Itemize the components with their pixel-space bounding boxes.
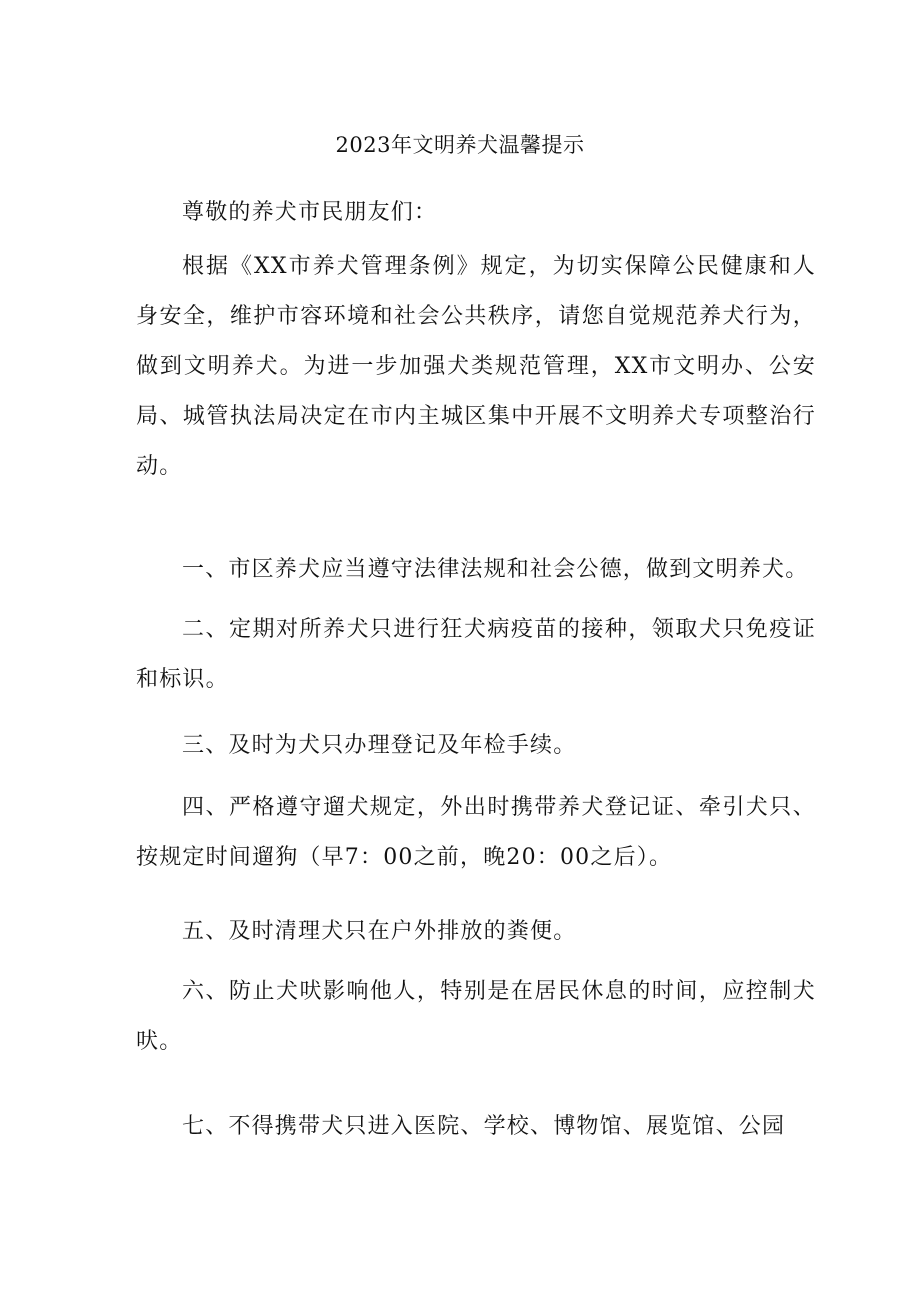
document-title: 2023年文明养犬温馨提示	[335, 133, 585, 157]
list-item: 五、及时清理犬只在户外排放的粪便。	[182, 919, 577, 944]
list-item: 一、市区养犬应当遵守法律法规和社会公德，做到文明养犬。	[182, 557, 809, 582]
list-item: 七、不得携带犬只进入医院、学校、博物馆、展览馆、公园	[182, 1114, 786, 1139]
list-item: 二、定期对所养犬只进行狂犬病疫苗的接种，领取犬只免疫证和标识。	[136, 617, 816, 692]
list-item: 三、及时为犬只办理登记及年检手续。	[182, 733, 577, 758]
intro-paragraph: 根据《XX市养犬管理条例》规定，为切实保障公民健康和人身安全，维护市容环境和社会公共秩序，请您自觉规范养犬行为，做到文明养犬。为进一步加强犬类规范管理，XX市文明办、公安局、城管执法局决定在市内主城区集中开展不文明养犬专项整治行动。	[136, 254, 816, 479]
salutation-paragraph: 尊敬的养犬市民朋友们：	[182, 200, 438, 225]
list-item: 六、防止犬吠影响他人，特别是在居民休息的时间，应控制犬吠。	[136, 979, 816, 1054]
list-item: 四、严格遵守遛犬规定，外出时携带养犬登记证、牵引犬只、按规定时间遛狗（早7：00之前，晚20：00之后）。	[136, 795, 816, 870]
